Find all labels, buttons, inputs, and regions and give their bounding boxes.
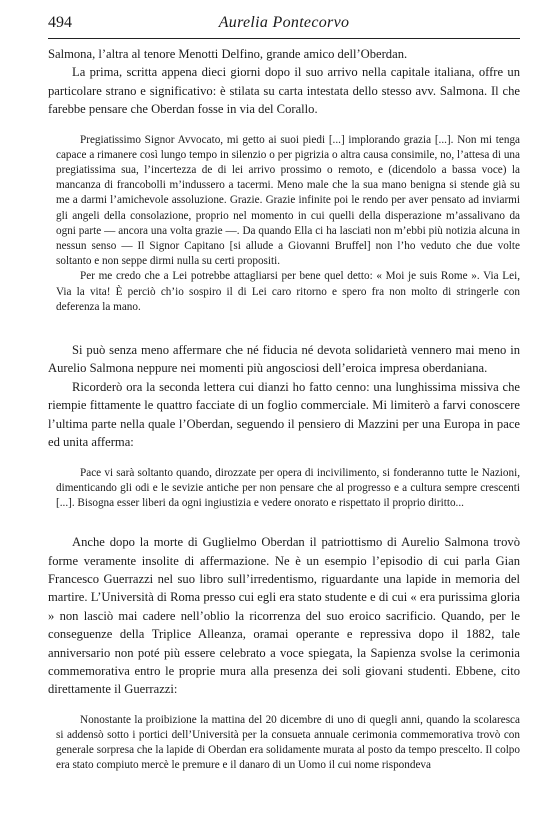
quoted-letter-1: [56, 133, 520, 315]
quote-paragraph: Per me credo che a Lei potrebbe attagliarsi per bene quel detto: « Moi je suis Rome ». Via Lei, Via la vita! È perciò ch’io sospiro il di Lei caro ritorno e spero fra non molto di stringerle con deferenza la mano.: [56, 270, 520, 313]
quoted-passage-3: [56, 713, 520, 774]
quoted-letter-2: [56, 466, 520, 512]
main-text-section-1: [48, 45, 520, 119]
quote-paragraph: Pace vi sarà soltanto quando, dirozzate per opera di incivilimento, si fonderanno tutte le Nazioni, dimenticando gli odi e le sevizie antiche per non pensare che al progresso e a cultura sempre crescenti [...]. Bisogna esser liberi da ogni ingiustizia e vedere onorato e rispettato il proprio diritto...: [56, 466, 520, 509]
page-header: [48, 14, 520, 39]
running-title: Aurelia Pontecorvo: [218, 14, 350, 31]
book-page: [48, 14, 520, 774]
quote-paragraph: Nonostante la proibizione la mattina del 20 dicembre di uno di quegli anni, quando la scolaresca si addensò sotto i portici dell’Università per la consueta annuale cerimonia commemorativa trovò con generale sorpresa che la lapide di Oberdan era solidamente murata al posto da tempo prescelto. Il colpo era stato compiuto mercè le premure e il danaro di un Uomo il cui nome rispondeva: [56, 713, 520, 772]
paragraph: Anche dopo la morte di Guglielmo Oberdan il patriottismo di Aurelio Salmona trovò forme veramente insolite di affermazione. Ne è un esempio l’episodio di cui parla Gian Francesco Guerrazzi nel suo libro sull’irredentismo, riguardante una lapide in memoria del martire. L’Università di Roma presso cui egli era stato studente e di cui « era purissima gloria » non lasciò mai cadere nell’oblio la ricorrenza del suo eroico sacrificio. Quando, per le conseguenze della Triplice Alleanza, oramai operante e repressiva dopo il 1882, tale anniversario non poté più essere celebrato a voce spiegata, la Sapienza svolse la cerimonia commemorativa entro le proprie mura alla presenza dei soli giovani studenti. Ebbene, cito direttamente il Guerrazzi:: [48, 535, 520, 697]
paragraph: La prima, scritta appena dieci giorni dopo il suo arrivo nella capitale italiana, offre un particolare strano e significativo: è stilata su carta intestata dello stesso avv. Salmona. Il che farebbe pensare che Oberdan fosse in via del Corallo.: [48, 65, 520, 117]
paragraph: Si può senza meno affermare che né fiducia né devota solidarietà vennero mai meno in Aurelio Salmona neppure nei momenti più angosciosi dell’eroica impresa oberdaniana.: [48, 343, 520, 376]
quote-paragraph: Pregiatissimo Signor Avvocato, mi getto ai suoi piedi [...] implorando grazia [...]. Non mi tenga capace a rimanere così lungo tempo in silenzio o per pigrizia o altra causa consimile, no, l’attesa di una pregiatissima sua, l’incertezza de di lei arrivo prossimo o remoto, e (dicendolo a bassa voce) la mancanza di francobolli m’indussero a tacermi. Meno male che la sua mano benigna si stende già su me a darmi l’amichevole assoluzione. Grazie. Grazie infinite poi le rendo per aver pensato ad inviarmi gli angeli della consolazione, proprio nel momento in cui quelli della disperazione m’assalivano da ogni parte — ancora una volta grazie —. Da quando Ella ci ha lasciati non m’ebbi più notizia alcuna in nessun senso — Il Signor Capitano [si allude a Giovanni Bruffel] non l’ho veduto che due volte soltanto e non seppe dirmi nulla su certi propositi.: [56, 133, 520, 268]
paragraph: Salmona, l’altra al tenore Menotti Delfino, grande amico dell’Oberdan.: [48, 47, 408, 61]
main-text-section-3: [48, 533, 520, 699]
main-text-section-2: [48, 341, 520, 451]
page-number: 494: [48, 14, 72, 31]
paragraph: Ricorderò ora la seconda lettera cui dianzi ho fatto cenno: una lunghissima missiva che riempie fittamente le quattro facciate di un foglio commerciale. Mi limiterò a farvi conoscere l’ultima parte nella quale l’Oberdan, seguendo il pensiero di Mazzini per una Europa in pace ed unita afferma:: [48, 379, 520, 450]
